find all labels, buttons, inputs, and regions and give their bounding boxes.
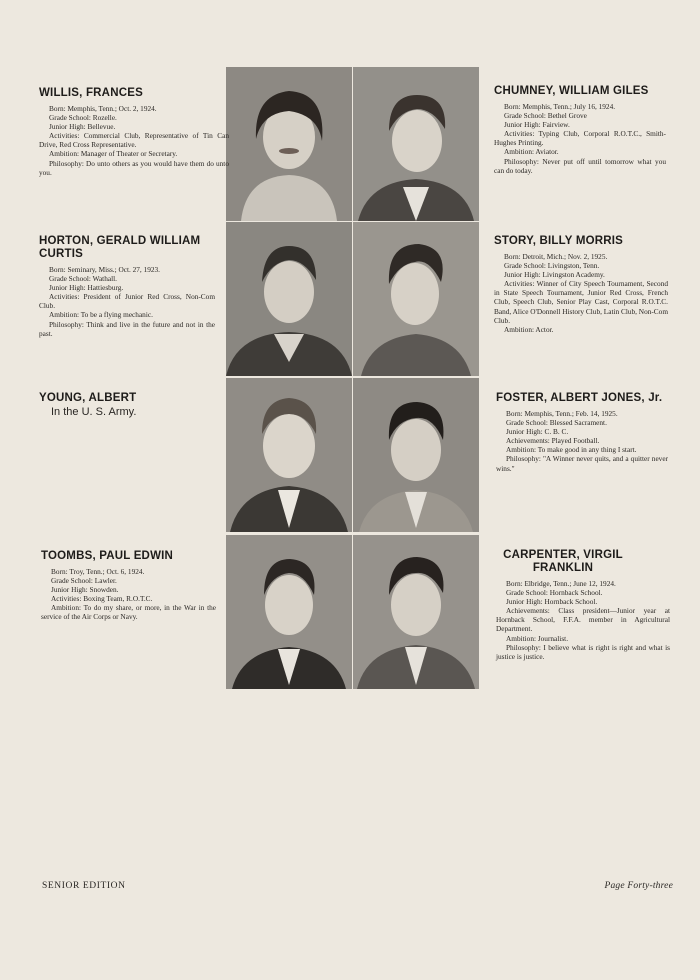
portrait-photo-willis — [226, 67, 352, 221]
bio-grade-school: Grade School: Wathall. — [49, 274, 117, 284]
portrait-photo-story — [353, 222, 479, 376]
bio-ambition: Ambition: To be a flying mechanic. — [49, 310, 153, 320]
bio-grade-school: Grade School: Lawler. — [51, 576, 117, 586]
bio-philosophy: Philosophy: Do unto others as you would have them do unto you. — [39, 158, 229, 177]
bio-born: Born: Memphis, Tenn.; Oct. 2, 1924. — [49, 104, 157, 113]
bio-activities: Activities: Typing Club, Corporal R.O.T.C., Smith-Hughes Printing. — [494, 129, 666, 148]
student-name: HORTON, GERALD WILLIAM CURTIS — [39, 235, 201, 260]
army-note: In the U. S. Army. — [51, 406, 137, 418]
bio-born: Born: Detroit, Mich.; Nov. 2, 1925. — [504, 252, 608, 261]
footer-edition: SENIOR EDITION — [42, 881, 126, 891]
portrait-photo-young — [226, 378, 352, 532]
student-entry-willis — [39, 87, 229, 177]
student-entry-chumney — [494, 85, 666, 175]
bio-born: Born: Seminary, Miss.; Oct. 27, 1923. — [49, 265, 161, 274]
student-name: TOOMBS, PAUL EDWIN — [41, 550, 174, 562]
portrait-photo-chumney — [353, 67, 479, 221]
student-name: YOUNG, ALBERT — [39, 392, 137, 404]
bio-junior-high: Junior High: Snowden. — [51, 585, 119, 595]
bio-grade-school: Grade School: Bethel Grove — [504, 111, 587, 121]
bio-activities: Activities: Boxing Team, R.O.T.C. — [51, 594, 153, 604]
bio-achievements: Achievements: Played Football. — [506, 436, 600, 446]
bio-junior-high: Junior High: Hornback School. — [506, 597, 598, 607]
bio-born: Born: Elbridge, Tenn.; June 12, 1924. — [506, 579, 616, 588]
portrait-photo-carpenter — [353, 535, 479, 689]
bio-ambition: Ambition: Actor. — [504, 324, 554, 334]
bio-born: Born: Troy, Tenn.; Oct. 6, 1924. — [51, 567, 145, 576]
bio-junior-high: Junior High: C. B. C. — [506, 427, 569, 437]
student-entry-young — [39, 392, 229, 419]
bio-ambition: Ambition: To do my share, or more, in the War in the service of the Air Corps or Navy. — [41, 603, 216, 622]
bio-junior-high: Junior High: Livingston Academy. — [504, 270, 605, 280]
student-name: CHUMNEY, WILLIAM GILES — [494, 85, 649, 97]
bio-grade-school: Grade School: Blessed Sacrament. — [506, 418, 607, 428]
student-entry-foster — [496, 392, 668, 473]
bio-philosophy: Philosophy: Never put off until tomorrow what you can do today. — [494, 156, 666, 175]
bio-activities: Activities: Commercial Club, Representative of Tin Can Drive, Red Cross Representative. — [39, 131, 229, 150]
bio-ambition: Ambition: Manager of Theater or Secretary. — [49, 149, 178, 159]
bio-philosophy: Philosophy: "A Winner never quits, and a quitter never wins." — [496, 454, 668, 473]
bio-grade-school: Grade School: Hornback School. — [506, 588, 603, 598]
bio-activities: Activities: President of Junior Red Cross, Non-Com Club. — [39, 292, 215, 311]
bio-grade-school: Grade School: Rozelle. — [49, 113, 117, 123]
bio-junior-high: Junior High: Hattiesburg. — [49, 283, 124, 293]
portrait-photo-toombs — [226, 535, 352, 689]
bio-activities: Activities: Winner of City Speech Tournament, Second in State Speech Tournament, Junior Red Cross, French Club, Speech Club, Senior Play Cast, Corporal R.O.T.C. Band, Alice O'Donnell History Club, Latin Club, Non-Com Club. — [494, 279, 668, 325]
student-entry-carpenter — [496, 549, 670, 661]
portrait-photo-horton — [226, 222, 352, 376]
footer-page-number: Page Forty-three — [604, 881, 673, 891]
bio-ambition: Ambition: Journalist. — [506, 633, 569, 643]
student-entry-story — [494, 235, 668, 334]
bio-philosophy: Philosophy: I believe what is right is right and what is justice is justice. — [496, 642, 670, 661]
student-name: CARPENTER, VIRGIL FRANKLIN — [503, 549, 623, 574]
student-name: STORY, BILLY MORRIS — [494, 235, 624, 247]
bio-grade-school: Grade School: Livingston, Tenn. — [504, 261, 600, 271]
student-entry-horton — [39, 235, 215, 338]
bio-junior-high: Junior High: Fairview. — [504, 120, 570, 130]
bio-ambition: Ambition: Aviator. — [504, 147, 559, 157]
student-entry-toombs — [41, 550, 216, 622]
bio-junior-high: Junior High: Bellevue. — [49, 122, 116, 132]
bio-ambition: Ambition: To make good in any thing I start. — [506, 445, 637, 455]
bio-achievements: Achievements: Class president—Junior year at Hornback School, F.F.A. member in Agricultural Department. — [496, 606, 670, 634]
bio-born: Born: Memphis, Tenn.; July 16, 1924. — [504, 102, 616, 111]
portrait-photo-foster — [353, 378, 479, 532]
student-name: FOSTER, ALBERT JONES, Jr. — [496, 392, 663, 404]
student-name: WILLIS, FRANCES — [39, 87, 143, 99]
bio-philosophy: Philosophy: Think and live in the future and not in the past. — [39, 319, 215, 338]
bio-born: Born: Memphis, Tenn.; Feb. 14, 1925. — [506, 409, 618, 418]
